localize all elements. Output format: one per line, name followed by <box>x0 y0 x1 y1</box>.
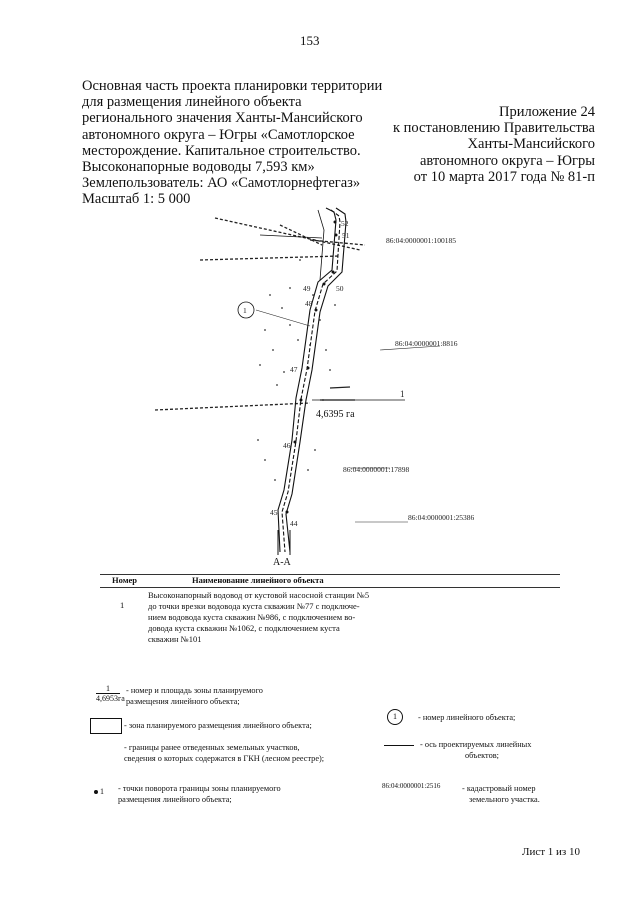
legend-cadastral-text <box>462 784 540 805</box>
legend-text-line: - точки поворота границы зоны планируемого <box>118 784 281 793</box>
object-number: 1 <box>243 306 247 315</box>
point-label-45: 45 <box>270 508 278 517</box>
legend-object-number-symbol: 1 <box>387 709 403 725</box>
legend-area-number: 1 <box>106 684 110 693</box>
point-label-48: 48 <box>305 299 313 308</box>
scale-line: Масштаб 1: 5 000 <box>82 191 191 208</box>
title-line: Высоконапорные водоводы 7,593 км» <box>82 159 315 176</box>
zone-corridor <box>278 208 346 552</box>
point-label-51: 51 <box>342 231 350 240</box>
title-line: для размещения линейного объекта <box>82 94 302 111</box>
column-header-name: Наименование линейного объекта <box>192 575 324 585</box>
row-name-line: нием водовода куста скважин №986, с подключением во- <box>148 612 356 622</box>
legend-area-symbol <box>96 684 125 703</box>
legend-area-value: 4,6953га <box>96 694 125 703</box>
document-title <box>82 78 382 208</box>
appendix-line: от 10 марта 2017 года № 81-п <box>413 168 595 185</box>
point-label-46: 46 <box>283 441 291 450</box>
legend-cadastral-symbol: 86:04:0000001:2516 <box>382 782 441 790</box>
point-label-50: 50 <box>336 284 344 293</box>
row-name-line: Высоконапорный водовод от кустовой насосной станции №5 <box>148 590 370 600</box>
area-number: 1 <box>400 389 405 399</box>
point-dot-icon <box>94 790 98 794</box>
point-label-47: 47 <box>290 365 298 374</box>
title-line: автономного округа – Югры «Самотлорское <box>82 126 355 143</box>
planning-map <box>140 200 520 560</box>
legend-text-line: размещения линейного объекта; <box>126 696 240 706</box>
legend-text-line: - границы ранее отведенных земельных участков, <box>124 743 300 752</box>
cadastral-label: 86:04:0000001:100185 <box>386 236 457 245</box>
legend-zone-swatch <box>90 718 122 734</box>
appendix-line: Ханты-Мансийского <box>467 136 595 153</box>
title-line: месторождение. Капитальное строительство. <box>82 142 361 159</box>
cadastral-label: 86:04:0000001:25386 <box>408 513 475 522</box>
point-label-49: 49 <box>303 284 311 293</box>
legend-text-line: - номер и площадь зоны планируемого <box>126 686 263 695</box>
cadastral-label: 86:04:0000001:17898 <box>343 465 410 474</box>
row-name-line: скважин №101 <box>148 634 202 644</box>
row-name-line: довода куста скважин №1062, с подключением куста <box>148 623 340 633</box>
axis-lines <box>260 210 324 280</box>
legend-text-line: сведения о которых содержатся в ГКН (лесном реестре); <box>124 753 325 763</box>
legend-axis-line <box>384 745 414 746</box>
objects-table-header <box>100 574 560 588</box>
legend-text-line: размещения линейного объекта; <box>118 794 232 804</box>
point-label-52: 52 <box>341 219 349 228</box>
title-line: регионального значения Ханты-Мансийского <box>82 110 363 127</box>
row-name-line: до точки врезки водовода куста скважин №77 с подключе- <box>148 601 360 611</box>
legend-text-line: земельного участка. <box>469 794 540 804</box>
appendix-reference <box>380 104 595 185</box>
appendix-line: автономного округа – Югры <box>419 152 595 169</box>
area-value: 4,6395 га <box>316 409 355 420</box>
legend-zone-text: - зона планируемого размещения линейного объекта; <box>124 721 312 730</box>
cadastral-label: 86:04:0000001:8816 <box>395 339 458 348</box>
legend-points-text <box>118 784 281 805</box>
sheet-counter: Лист 1 из 10 <box>522 846 581 858</box>
appendix-line: Приложение 24 <box>499 104 595 120</box>
point-label-44: 44 <box>290 519 298 528</box>
land-user-line: Землепользователь: АО «Самотлорнефтегаз» <box>82 175 361 192</box>
legend-point-symbol <box>94 787 104 796</box>
section-label: А-А <box>273 557 291 568</box>
legend-text-line: - ось проектируемых линейных <box>420 740 532 749</box>
legend-axis-text <box>420 740 531 761</box>
legend-parcels-text <box>124 743 324 764</box>
appendix-line: к постановлению Правительства <box>393 120 595 137</box>
column-header-number: Номер <box>112 575 137 585</box>
title-line: Основная часть проекта планировки территории <box>82 78 383 94</box>
legend-area-text <box>126 686 263 707</box>
legend-text-line: объектов; <box>465 750 499 760</box>
legend-object-number-text: - номер линейного объекта; <box>418 713 516 722</box>
table-row-name <box>148 590 373 645</box>
legend-point-number: 1 <box>100 787 104 796</box>
legend-text-line: - кадастровый номер <box>462 784 536 793</box>
table-row-number: 1 <box>120 600 125 610</box>
page-number: 153 <box>300 33 320 48</box>
